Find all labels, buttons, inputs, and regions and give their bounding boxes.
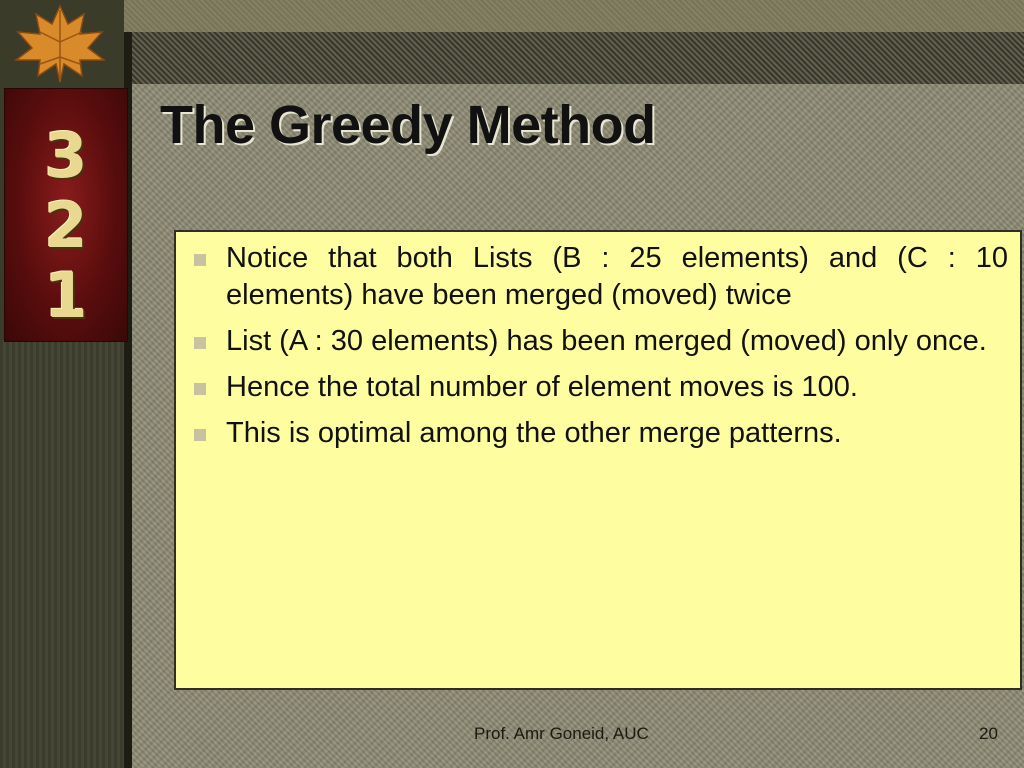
slide-title: The Greedy Method (160, 95, 656, 155)
page-number: 20 (979, 724, 998, 743)
countdown-digit: 2 (44, 189, 88, 262)
autumn-leaf-icon (10, 2, 110, 84)
footer-text: Prof. Amr Goneid, AUC (474, 724, 649, 743)
top-strip (0, 0, 1024, 32)
list-item (190, 323, 1008, 360)
countdown-digit: 1 (44, 259, 88, 332)
content-box (174, 230, 1022, 690)
square-bullet-icon (194, 254, 206, 266)
countdown-image (4, 88, 128, 342)
left-panel-lower (0, 340, 124, 768)
bullet-text: Hence the total number of element moves is 100. (226, 371, 858, 403)
bullet-text: Notice that both Lists (B : 25 elements) and (C : 10 elements) have been merged (moved) twice (226, 242, 1008, 311)
square-bullet-icon (194, 337, 206, 349)
bullet-text: This is optimal among the other merge patterns. (226, 417, 842, 449)
square-bullet-icon (194, 429, 206, 441)
bullet-text: List (A : 30 elements) has been merged (moved) only once. (226, 325, 987, 357)
title-band (132, 32, 1024, 84)
list-item (190, 415, 1008, 452)
square-bullet-icon (194, 383, 206, 395)
bullet-list (190, 240, 1008, 452)
list-item (190, 240, 1008, 314)
countdown-digit: 3 (44, 119, 88, 192)
list-item (190, 369, 1008, 406)
